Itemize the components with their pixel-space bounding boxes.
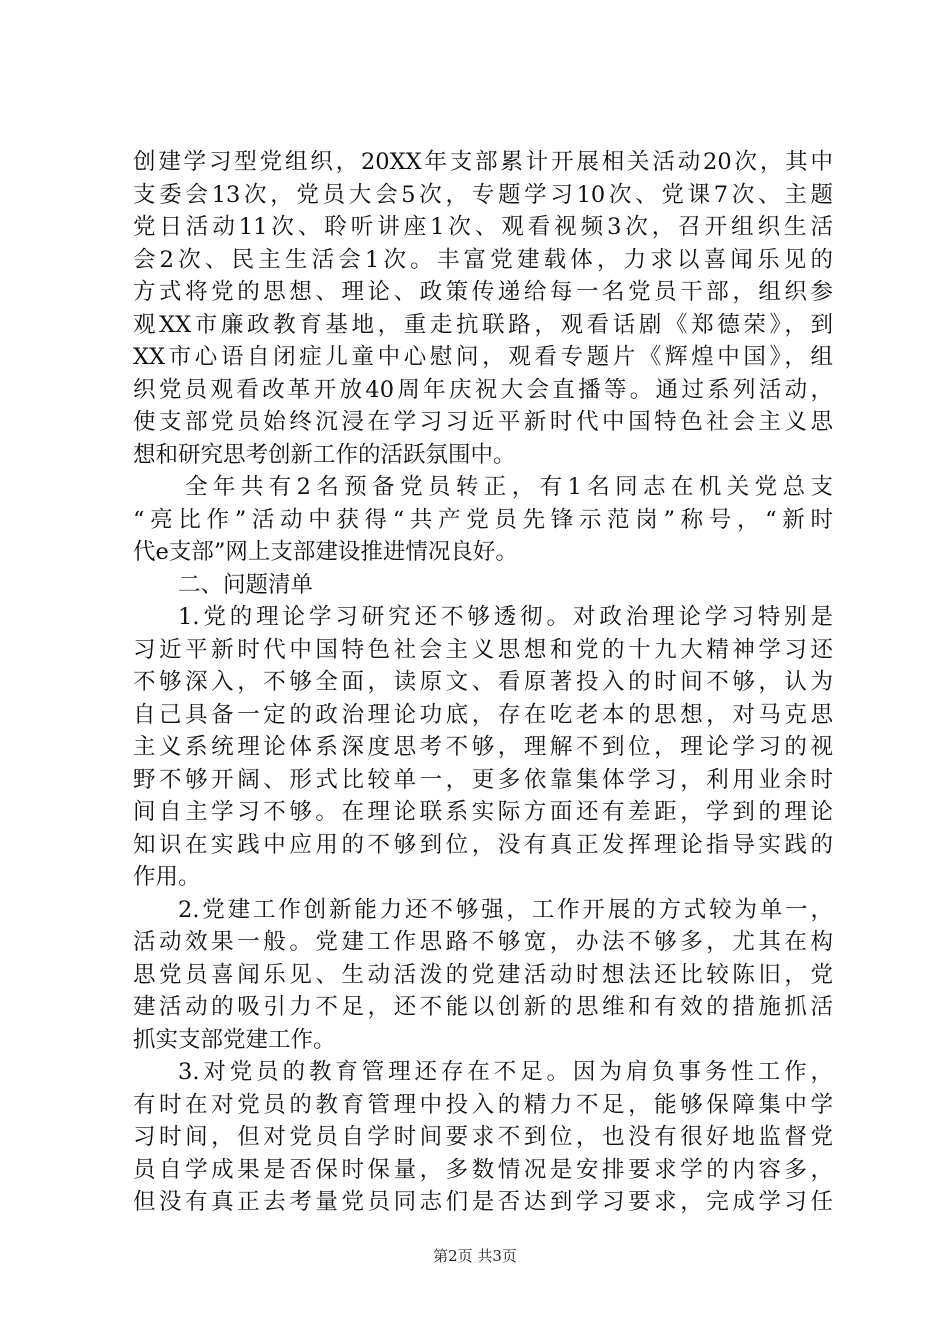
text-line: 活动效果一般。党建工作思路不够宽，办法不够多，尤其在构 [133,929,833,955]
text-line: 习近平新时代中国特色社会主义思想和党的十九大精神学习还 [133,636,833,663]
text-line: 知识在实践中应用的不够到位，没有真正发挥理论指导实践的 [133,831,833,858]
text-line: 野不够开阔、形式比较单一，更多依靠集体学习，利用业余时 [133,766,833,793]
text-line: 二、问题清单 [178,571,314,598]
text-line: 习时间，但对党员自学时间要求不到位，也没有很好地监督党 [133,1124,833,1150]
text-line: 建活动的吸引力不足，还不能以创新的思维和有效的措施抓活 [133,994,833,1020]
text-line: 抓实支部党建工作。 [133,1026,336,1053]
text-line: 有时在对党员的教育管理中投入的精力不足，能够保障集中学 [133,1091,833,1118]
text-line: 会2次、民主生活会1次。丰富党建载体，力求以喜闻乐见的 [133,246,833,273]
text-line: “亮比作”活动中获得“共产党员先锋示范岗”称号，“新时 [133,506,833,533]
text-line: 全年共有2名预备党员转正，有1名同志在机关党总支 [185,474,833,500]
page-number-footer: 第2页 共3页 [433,1247,517,1265]
document-body [133,146,833,1219]
text-line: 主义系统理论体系深度思考不够，理解不到位，理论学习的视 [133,734,833,760]
text-line: 1.党的理论学习研究还不够透彻。对政治理论学习特别是 [178,604,833,630]
text-line: 支委会13次，党员大会5次，专题学习10次、党课7次、主题 [133,181,833,208]
text-line: 织党员观看改革开放40周年庆祝大会直播等。通过系列活动， [133,376,833,403]
text-line: 使支部党员始终沉浸在学习习近平新时代中国特色社会主义思 [133,409,833,435]
text-line: 思党员喜闻乐见、生动活泼的党建活动时想法还比较陈旧，党 [133,961,833,988]
text-line: 作用。 [133,864,201,890]
text-line: 员自学成果是否保时保量，多数情况是安排要求学的内容多， [133,1156,833,1183]
text-line: 但没有真正去考量党员同志们是否达到学习要求，完成学习任 [133,1189,833,1215]
text-line: 想和研究思考创新工作的活跃氛围中。 [133,441,516,468]
text-line: 3.对党员的教育管理还存在不足。因为肩负事务性工作， [178,1059,833,1085]
text-line: 党日活动11次、聆听讲座1次、观看视频3次，召开组织生活 [133,214,833,240]
text-line: 方式将党的思想、理论、政策传递给每一名党员干部，组织参 [133,279,833,305]
text-line: 2.党建工作创新能力还不够强，工作开展的方式较为单一， [178,896,833,923]
text-line: 自己具备一定的政治理论功底，存在吃老本的思想，对马克思 [133,701,833,728]
text-line: 不够深入，不够全面，读原文、看原著投入的时间不够，认为 [133,669,833,695]
text-line: 观XX市廉政教育基地，重走抗联路，观看话剧《郑德荣》，到 [133,311,833,338]
text-line: 间自主学习不够。在理论联系实际方面还有差距，学到的理论 [133,799,833,825]
text-line: 创建学习型党组织，20XX年支部累计开展相关活动20次，其中 [133,149,833,175]
text-line: 代e支部”网上支部建设推进情况良好。 [133,539,518,565]
text-line: XX市心语自闭症儿童中心慰问，观看专题片《辉煌中国》，组 [133,344,833,370]
